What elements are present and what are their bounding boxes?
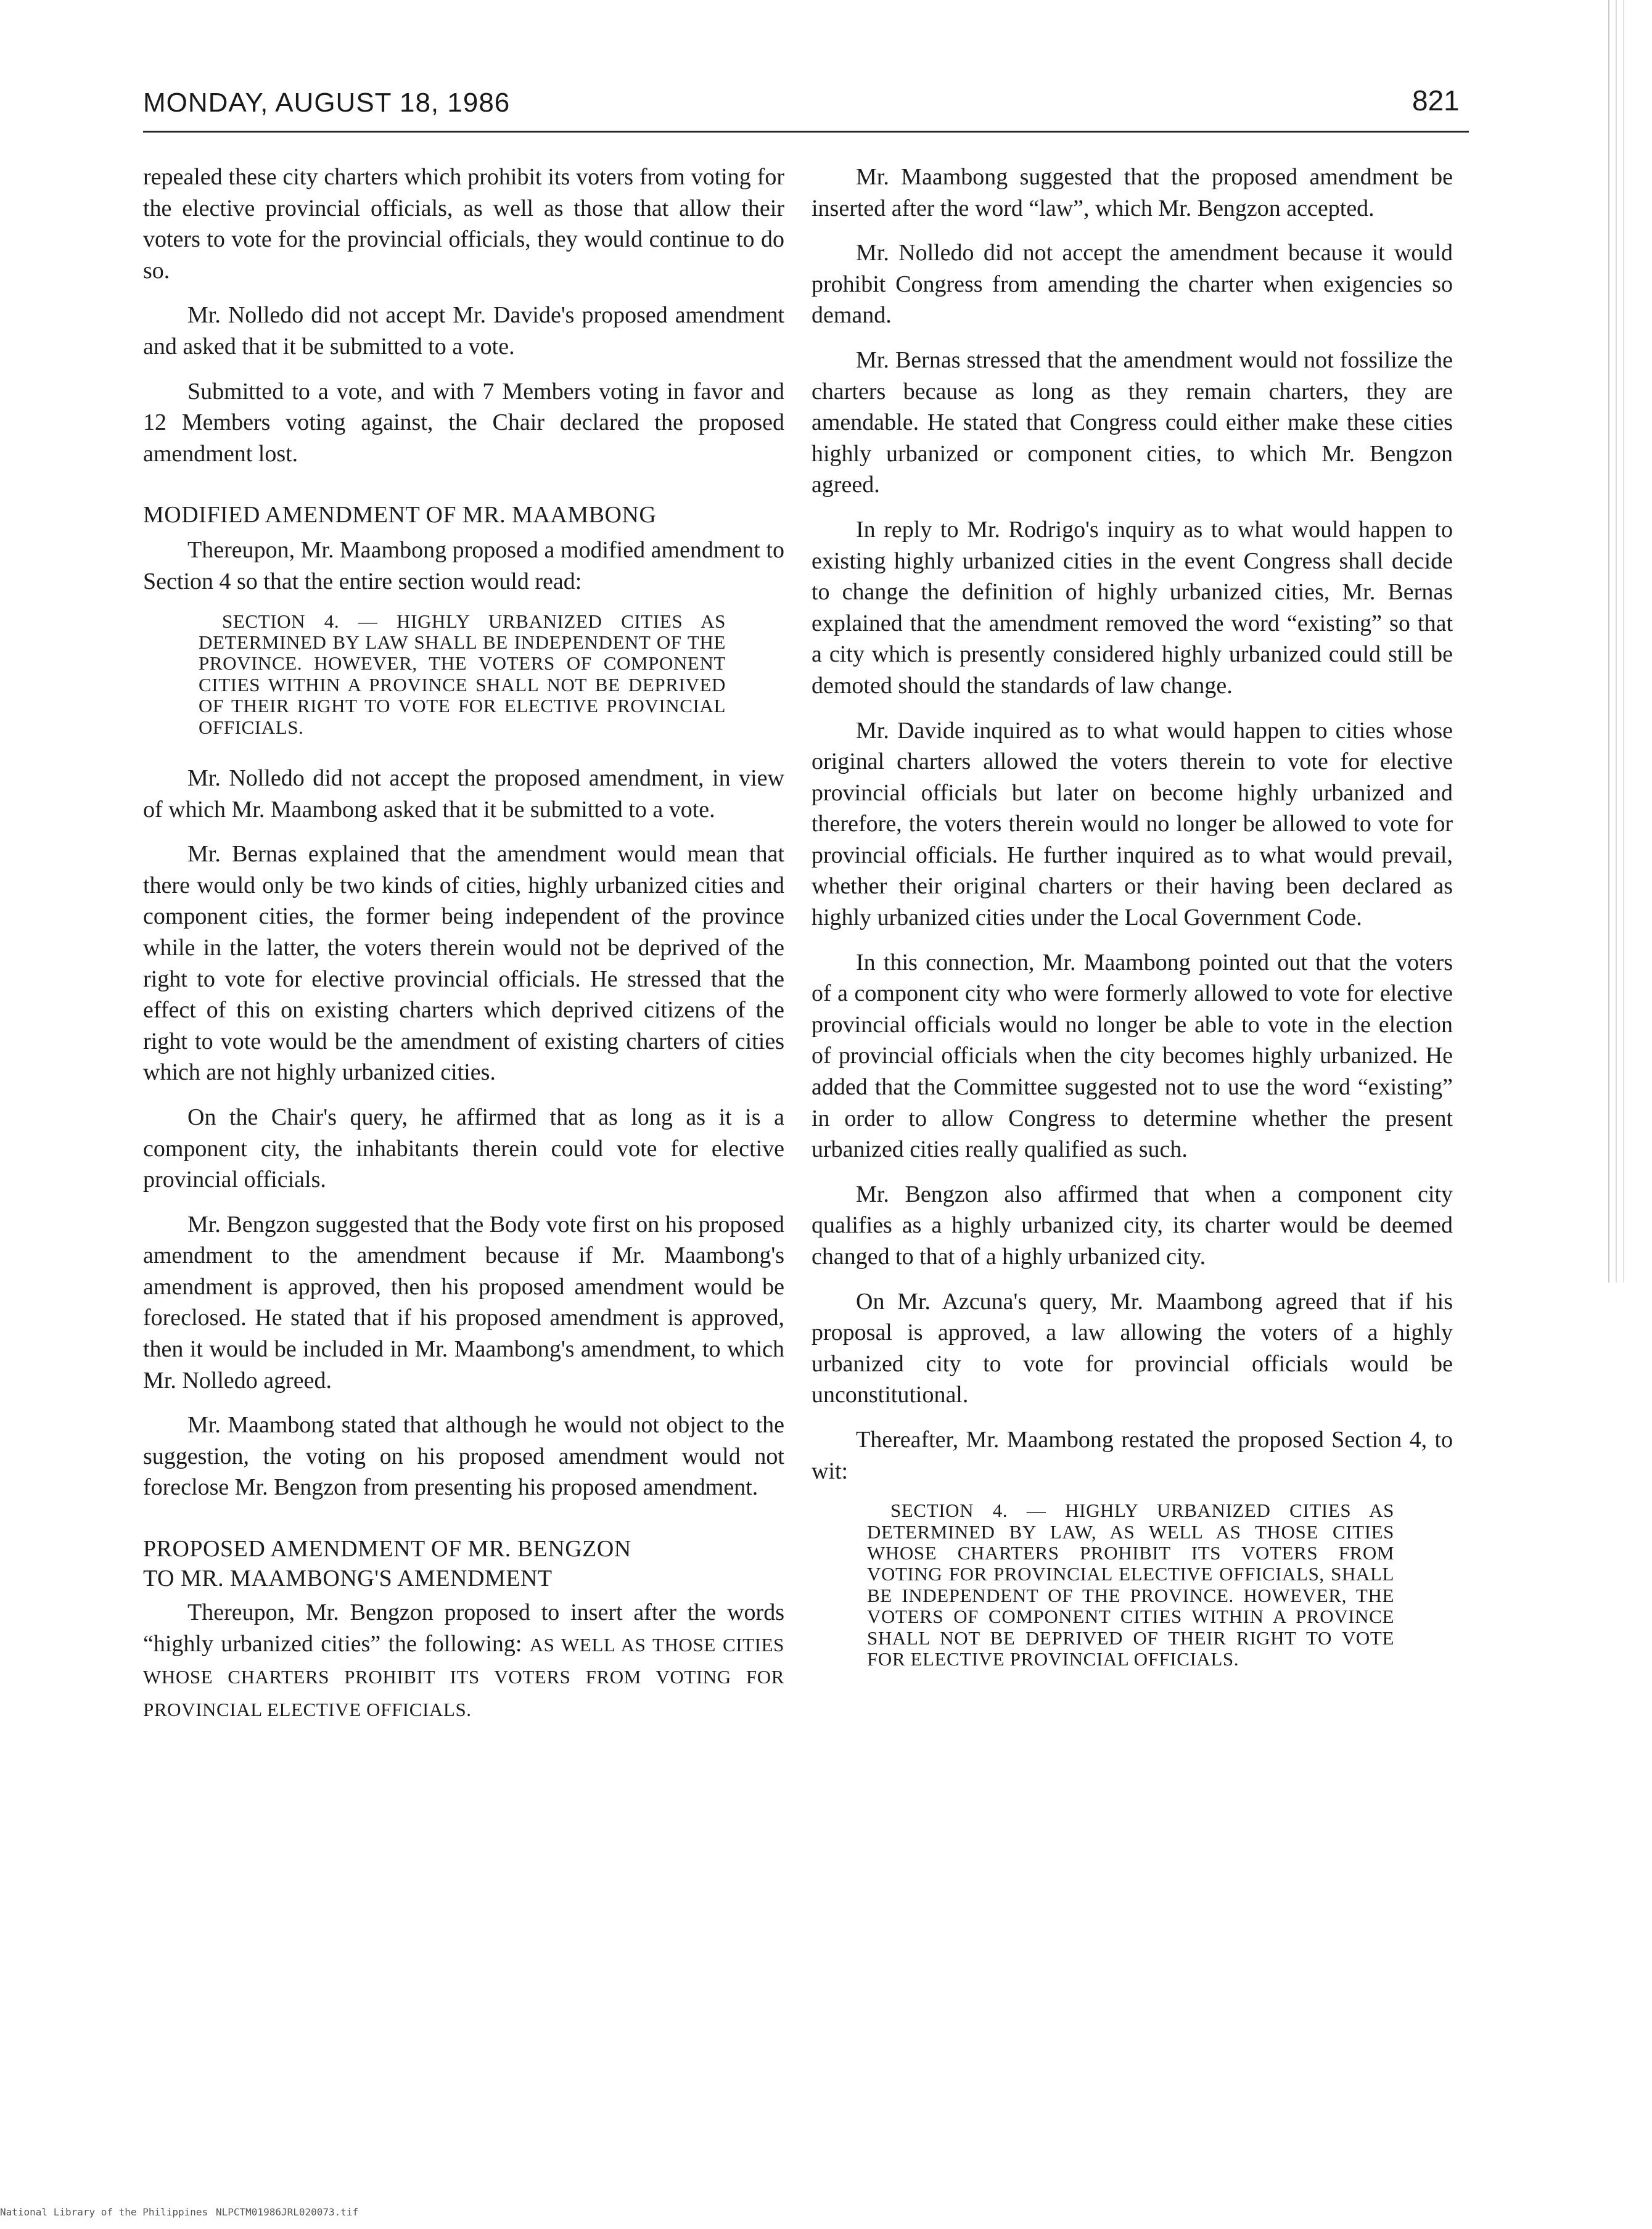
paragraph: Mr. Bengzon also affirmed that when a component city qualifies as a highly urbanized city, its charter would be deemed changed to that of a highly urbanized city.	[812, 1181, 1453, 1270]
paragraph: Mr. Davide inquired as to what would happen to cities whose original charters allowed the voters therein to vote for elective provincial officials but later on become highly urbanized and therefore, the voters therein would no longer be allowed to vote for provincial officials. He further inquired as to what would prevail, whether their original charters or their having been declared as highly urbanized cities under the Local Government Code.	[812, 717, 1453, 931]
paragraph: Mr. Nolledo did not accept the amendment because it would prohibit Congress from amending the charter when exigencies so demand.	[812, 240, 1453, 329]
paragraph: Mr. Maambong stated that although he would not object to the suggestion, the voting on his proposed amendment would not foreclose Mr. Bengzon from presenting his proposed amendment.	[143, 1412, 784, 1501]
paragraph: Submitted to a vote, and with 7 Members voting in favor and 12 Members voting against, the Chair declared the proposed amendment lost.	[143, 378, 784, 467]
paragraph: Mr. Maambong suggested that the proposed amendment be inserted after the word “law”, which Mr. Bengzon accepted.	[812, 164, 1453, 221]
paragraph: repealed these city charters which prohibit its voters from voting for the elective provincial officials, as well as those that allow their voters to vote for the provincial officials, they would continue to do so.	[143, 164, 784, 284]
scan-margin-line	[1623, 0, 1624, 1283]
footer-file: NLPCTM01986JRL020073.tif	[216, 2206, 359, 2218]
section-heading: MODIFIED AMENDMENT OF MR. MAAMBONG	[143, 502, 657, 528]
block-quote: SECTION 4. — HIGHLY URBANIZED CITIES AS DETERMINED BY LAW SHALL BE INDEPENDENT OF THE PROVINCE. HOWEVER, THE VOTERS OF COMPONENT CITIES WITHIN A PROVINCE SHALL NOT BE DEPRIVED OF THEIR RIGHT TO VOTE FOR ELECTIVE PROVINCIAL OFFICIALS.	[199, 610, 726, 738]
paragraph: Mr. Bengzon suggested that the Body vote first on his proposed amendment to the amendment because if Mr. Maambong's amendment is approved, then his proposed amendment would be foreclosed. He stated that if his proposed amendment is approved, then it would be included in Mr. Maambong's amendment, to which Mr. Nolledo agreed.	[143, 1211, 784, 1394]
paragraph: Thereafter, Mr. Maambong restated the proposed Section 4, to wit:	[812, 1426, 1453, 1484]
paragraph: In reply to Mr. Rodrigo's inquiry as to what would happen to existing highly urbanized cities in the event Congress shall decide to change the definition of highly urbanized cities, Mr. Bernas explained that the amendment removed the word “existing” so that a city which is presently considered highly urbanized could still be demoted should the standards of law change.	[812, 516, 1453, 699]
paragraph: On the Chair's query, he affirmed that as long as it is a component city, the inhabitants therein could vote for elective provincial officials.	[143, 1104, 784, 1193]
paragraph	[143, 1597, 784, 1725]
page-header-date: MONDAY, AUGUST 18, 1986	[143, 88, 511, 118]
paragraph-text: Thereupon, Mr. Bengzon proposed to insert after the words “highly urbanized cities” the following:	[143, 1599, 784, 1657]
scan-margin-line	[1608, 0, 1609, 1283]
paragraph: Mr. Nolledo did not accept Mr. Davide's proposed amendment and asked that it be submitted to a vote.	[143, 302, 784, 359]
footer-library: National Library of the Philippines	[0, 2206, 208, 2218]
paragraph: In this connection, Mr. Maambong pointed out that the voters of a component city who were formerly allowed to vote for elective provincial officials would no longer be able to vote in the election of provincial officials when the city becomes highly urbanized. He added that the Committee suggested not to use the word “existing” in order to allow Congress to determine whether the present urbanized cities really qualified as such.	[812, 949, 1453, 1163]
block-quote: SECTION 4. — HIGHLY URBANIZED CITIES AS DETERMINED BY LAW, AS WELL AS THOSE CITIES WHOSE CHARTERS PROHIBIT ITS VOTERS FROM VOTING FOR PROVINCIAL ELECTIVE OFFICIALS, SHALL BE INDEPENDENT OF THE PROVINCE. HOWEVER, THE VOTERS OF COMPONENT CITIES WITHIN A PROVINCE SHALL NOT BE DEPRIVED OF THEIR RIGHT TO VOTE FOR ELECTIVE PROVINCIAL OFFICIALS.	[867, 1500, 1394, 1670]
paragraph: Mr. Nolledo did not accept the proposed amendment, in view of which Mr. Maambong asked that it be submitted to a vote.	[143, 765, 784, 823]
heading-line: PROPOSED AMENDMENT OF MR. BENGZON	[143, 1536, 631, 1562]
scan-margin-line	[1616, 0, 1617, 1283]
paragraph: Thereupon, Mr. Maambong proposed a modified amendment to Section 4 so that the entire section would read:	[143, 537, 784, 594]
page-number: 821	[1412, 84, 1460, 117]
header-rule	[143, 131, 1469, 133]
left-column	[143, 162, 784, 1739]
right-column	[812, 162, 1453, 1694]
paragraph: Mr. Bernas explained that the amendment would mean that there would only be two kinds of cities, highly urbanized cities and component cities, the former being independent of the province while in the latter, the voters therein would not be deprived of the right to vote for elective provincial officials. He stressed that the effect of this on existing charters which deprived citizens of the right to vote would be the amendment of existing charters of cities which are not highly urbanized cities.	[143, 841, 784, 1086]
heading-line: TO MR. MAAMBONG'S AMENDMENT	[143, 1566, 553, 1592]
paragraph: Mr. Bernas stressed that the amendment would not fossilize the charters because as long as they remain charters, they are amendable. He stated that Congress could either make these cities highly urbanized or component cities, to which Mr. Bengzon agreed.	[812, 347, 1453, 498]
paragraph: On Mr. Azcuna's query, Mr. Maambong agreed that if his proposal is approved, a law allowing the voters of a highly urbanized city to vote for provincial officials would be unconstitutional.	[812, 1288, 1453, 1408]
inserted-caps-text: AS WELL AS THOSE CITIES WHOSE CHARTERS PROHIBIT ITS VOTERS FROM VOTING FOR PROVINCIAL ELECTIVE OFFICIALS.	[143, 1633, 785, 1720]
section-heading	[143, 1534, 784, 1593]
